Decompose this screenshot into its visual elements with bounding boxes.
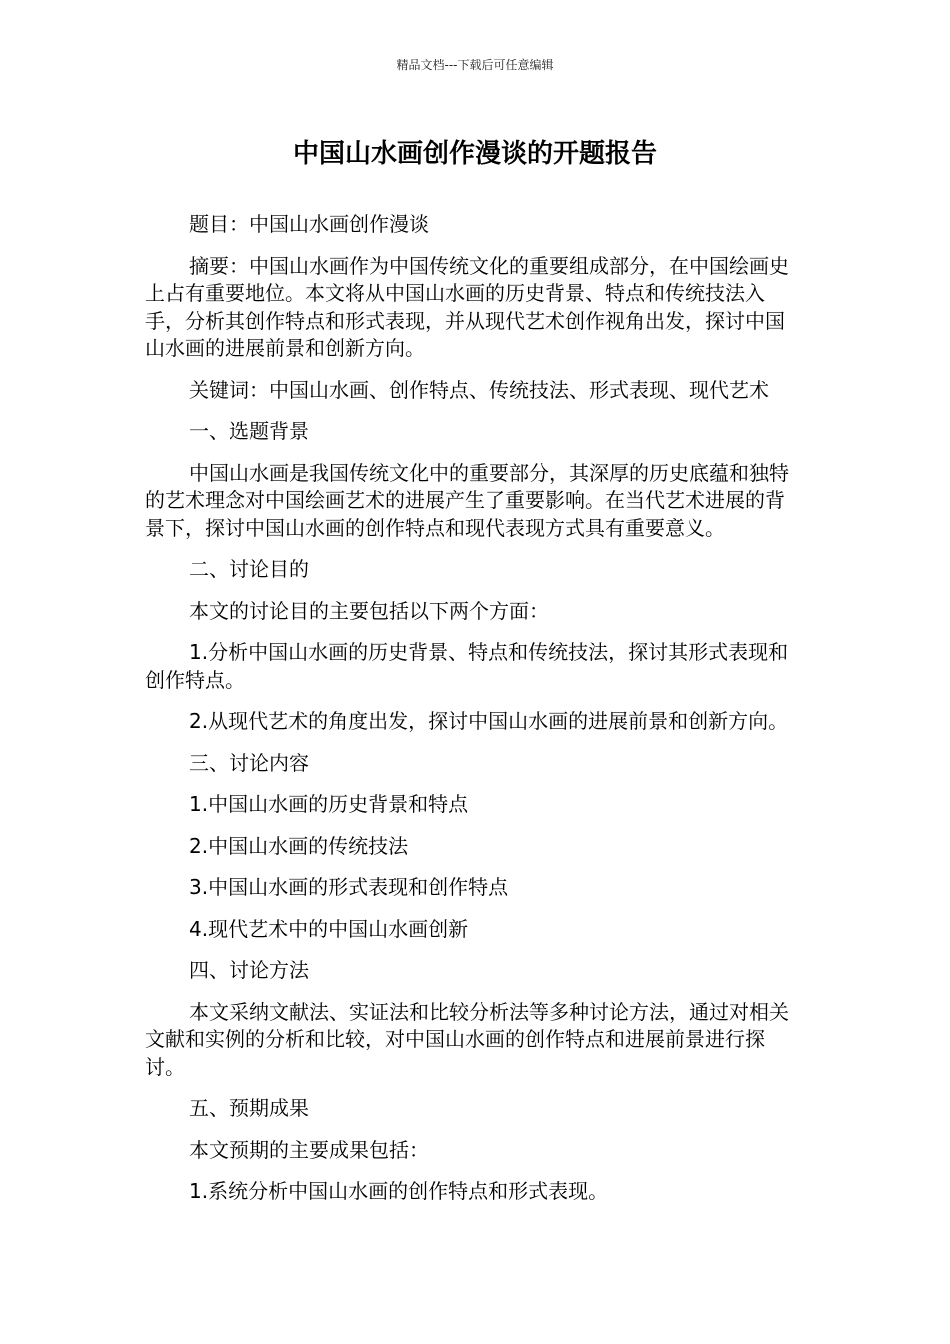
section-heading-results: 五、预期成果 <box>189 1096 309 1120</box>
purpose-item-2: 2.从现代艺术的角度出发，探讨中国山水画的进展前景和创新方向。 <box>189 709 789 733</box>
document-body <box>145 211 795 1220</box>
content-item-1: 1.中国山水画的历史背景和特点 <box>189 792 469 816</box>
content-item-3: 3.中国山水画的形式表现和创作特点 <box>189 875 509 899</box>
document-title: 中国山水画创作漫谈的开题报告 <box>292 139 657 169</box>
section-heading-background: 一、选题背景 <box>189 419 309 443</box>
section-heading-content: 三、讨论内容 <box>189 750 309 775</box>
header-note: 精品文档---下载后可任意编辑 <box>396 58 554 72</box>
background-paragraph: 中国山水画是我国传统文化中的重要部分，其深厚的历史底蕴和独特的艺术理念对中国绘画艺术的进展产生了重要影响。在当代艺术进展的背景下，探讨中国山水画的创作特点和现代表现方式具有重要意义。 <box>145 460 789 540</box>
content-item-4: 4.现代艺术中的中国山水画创新 <box>189 916 469 941</box>
section-heading-method: 四、讨论方法 <box>189 958 309 982</box>
purpose-item-1: 1.分析中国山水画的历史背景、特点和传统技法，探讨其形式表现和创作特点。 <box>145 640 789 692</box>
abstract-paragraph: 摘要：中国山水画作为中国传统文化的重要组成部分，在中国绘画史上占有重要地位。本文将从中国山水画的历史背景、特点和传统技法入手，分析其创作特点和形式表现，并从现代艺术创作视角出发，探讨中国山水画的进展前景和创新方向。 <box>145 253 789 360</box>
topic-line: 题目：中国山水画创作漫谈 <box>189 212 429 236</box>
results-item-1: 1.系统分析中国山水画的创作特点和形式表现。 <box>189 1179 609 1203</box>
keywords-line: 关键词：中国山水画、创作特点、传统技法、形式表现、现代艺术 <box>189 377 769 402</box>
purpose-intro: 本文的讨论目的主要包括以下两个方面： <box>189 598 549 623</box>
method-paragraph: 本文采纳文献法、实证法和比较分析法等多种讨论方法，通过对相关文献和实例的分析和比较，对中国山水画的创作特点和进展前景进行探讨。 <box>145 999 789 1079</box>
section-heading-purpose: 二、讨论目的 <box>189 557 309 581</box>
content-item-2: 2.中国山水画的传统技法 <box>189 833 409 858</box>
results-intro: 本文预期的主要成果包括： <box>189 1137 429 1162</box>
